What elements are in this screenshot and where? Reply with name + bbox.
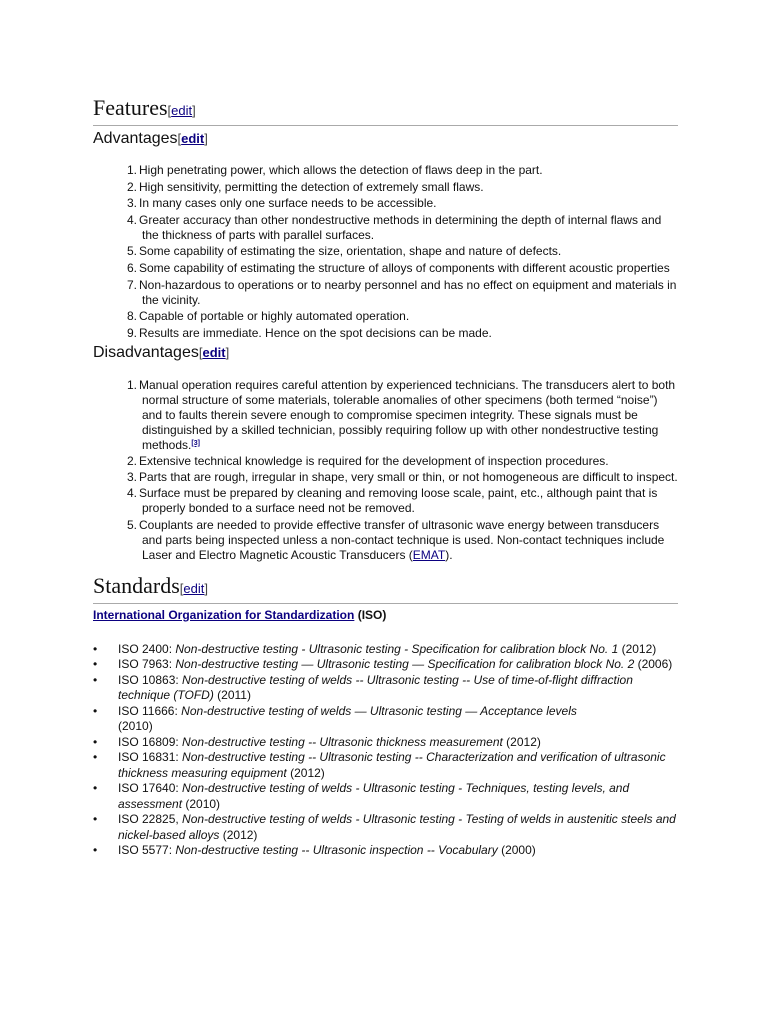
list-item: • ISO 17640: Non-destructive testing of welds - Ultrasonic testing - Techniques, testing levels, and assessment (2010) <box>93 781 678 812</box>
standards-title: Standards <box>93 572 180 598</box>
list-item: 2 . High sensitivity, permitting the detection of extremely small flaws. <box>93 180 678 195</box>
list-item: • ISO 10863: Non-destructive testing of welds -- Ultrasonic testing -- Use of time-of-flight diffraction technique (TOFD) (2011) <box>93 673 678 704</box>
list-item: • ISO 22825, Non-destructive testing of welds - Ultrasonic testing - Testing of welds in austenitic steels and nickel-based alloys (2012) <box>93 812 678 843</box>
advantages-list <box>93 163 678 341</box>
list-item: 8 . Capable of portable or highly automated operation. <box>93 309 678 324</box>
list-item: • ISO 11666: Non-destructive testing of welds — Ultrasonic testing — Acceptance levels (2010) <box>93 704 678 735</box>
iso-standards-list <box>93 642 678 859</box>
advantages-edit-link[interactable]: edit <box>181 131 205 146</box>
standards-heading: Standards[edit] <box>93 573 678 604</box>
list-item: 3 . Parts that are rough, irregular in shape, very small or thin, or not homogeneous are difficult to inspect. <box>93 470 678 485</box>
iso-link[interactable]: International Organization for Standardization <box>93 607 355 622</box>
disadvantages-edit-link[interactable]: edit <box>202 344 226 360</box>
list-item: • ISO 16809: Non-destructive testing -- Ultrasonic thickness measurement (2012) <box>93 735 678 751</box>
citation-link[interactable]: [3] <box>191 439 200 447</box>
list-item: 5 . Couplants are needed to provide effective transfer of ultrasonic wave energy between transducers and parts being inspected unless a non-contact technique is used. Non-contact techniques include Laser and Electro Magnetic Acoustic Transducers (EMAT). <box>93 518 678 563</box>
disadvantages-title: Disadvantages <box>93 343 199 361</box>
list-item: 6 . Some capability of estimating the structure of alloys of components with different acoustic properties <box>93 261 678 276</box>
list-item: 1 . High penetrating power, which allows the detection of flaws deep in the part. <box>93 163 678 178</box>
disadvantages-list <box>93 378 678 563</box>
list-item: 5 . Some capability of estimating the size, orientation, shape and nature of defects. <box>93 244 678 259</box>
standards-edit-link[interactable]: edit <box>183 580 205 596</box>
list-item: • ISO 5577: Non-destructive testing -- Ultrasonic inspection -- Vocabulary (2000) <box>93 843 678 859</box>
iso-heading: International Organization for Standardization (ISO) <box>93 607 387 622</box>
list-item: • ISO 2400: Non-destructive testing - Ultrasonic testing - Specification for calibration block No. 1 (2012) <box>93 642 678 658</box>
list-item: 3 . In many cases only one surface needs to be accessible. <box>93 196 678 211</box>
article-content <box>93 95 678 859</box>
list-item: 4 . Greater accuracy than other nondestructive methods in determining the depth of internal flaws and the thickness of parts with parallel surfaces. <box>93 213 678 243</box>
list-item: • ISO 16831: Non-destructive testing -- Ultrasonic testing -- Characterization and verification of ultrasonic thickness measuring equipment (2012) <box>93 750 678 781</box>
emat-link[interactable]: EMAT <box>412 547 446 562</box>
list-item: 4 . Surface must be prepared by cleaning and removing loose scale, paint, etc., although paint that is properly bonded to a surface need not be removed. <box>93 486 678 516</box>
advantages-heading: Advantages[edit] <box>93 130 208 147</box>
list-item: 1 . Manual operation requires careful attention by experienced technicians. The transducers alert to both normal structure of some materials, tolerable anomalies of other specimens (both termed “noise”) and to faults therein severe enough to compromise specimen integrity. These signals must be distinguished by a skilled technician, possibly requiring follow up with other nondestructive testing methods.[3] <box>93 378 678 453</box>
features-edit-link[interactable]: edit <box>171 103 193 118</box>
list-item: 7 . Non-hazardous to operations or to nearby personnel and has no effect on equipment and materials in the vicinity. <box>93 278 678 308</box>
list-item: 9 . Results are immediate. Hence on the spot decisions can be made. <box>93 326 678 341</box>
features-title: Features <box>93 95 168 120</box>
advantages-title: Advantages <box>93 130 178 147</box>
list-item: 2 . Extensive technical knowledge is required for the development of inspection procedures. <box>93 454 678 469</box>
disadvantages-heading: Disadvantages[edit] <box>93 343 230 361</box>
list-item: • ISO 7963: Non-destructive testing — Ultrasonic testing — Specification for calibration block No. 2 (2006) <box>93 657 678 673</box>
features-heading: Features[edit] <box>93 95 678 126</box>
